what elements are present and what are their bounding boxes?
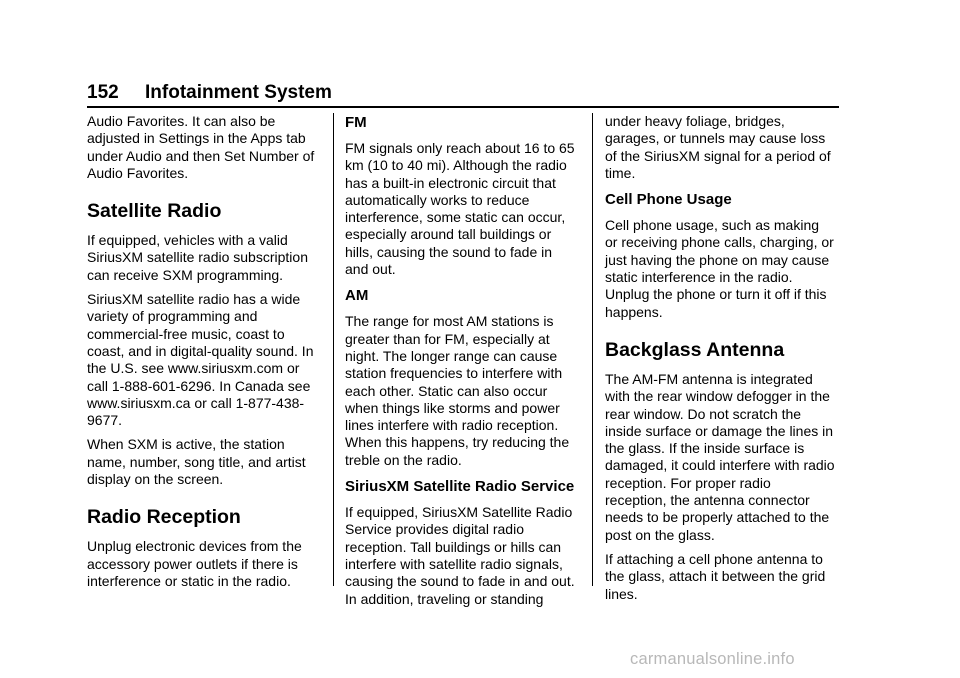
paragraph: under heavy foliage, bridges, garages, or tunnels may cause loss of the SiriusXM signal for a period of time.: [605, 113, 831, 181]
column-divider: [592, 113, 593, 586]
subheading-fm: FM: [345, 114, 367, 131]
paragraph: Cell phone usage, such as making or receiving phone calls, charging, or just having the phone on may cause static interference in the radio. Unplug the phone or turn it off if this happens.: [605, 217, 834, 320]
column-2: [345, 113, 575, 615]
column-1: [87, 113, 317, 597]
subheading-cell-phone-usage: Cell Phone Usage: [605, 191, 732, 209]
subheading-am: AM: [345, 287, 369, 305]
paragraph: If attaching a cell phone antenna to the glass, attach it between the grid lines.: [605, 550, 826, 602]
column-3: [605, 113, 835, 610]
page-number: 152: [87, 82, 119, 103]
page-title: Infotainment System: [145, 82, 332, 103]
section-heading-backglass-antenna: Backglass Antenna: [605, 338, 785, 361]
paragraph: When SXM is active, the station name, number, song title, and artist display on the screen.: [87, 436, 306, 488]
watermark-text: carmanualsonline.info: [630, 650, 795, 668]
paragraph: SiriusXM satellite radio has a wide variety of programming and commercial-free music, coast to coast, and in digital-quality sound. In the U.S. see www.siriusxm.com or call 1-888-601-6296. In Canada see www.siriusxm.ca or call 1-877-438-9677.: [87, 291, 314, 429]
column-divider: [333, 113, 334, 586]
paragraph: The range for most AM stations is greater than for FM, especially at night. The longer range can cause station frequencies to interfere with each other. Static can also occur when things like storms and power lines interfere with radio reception. When this happens, try reducing the treble on the radio.: [345, 313, 570, 468]
paragraph: Audio Favorites. It can also be adjusted in Settings in the Apps tab under Audio and then Set Number of Audio Favorites.: [87, 113, 315, 181]
section-heading-radio-reception: Radio Reception: [87, 506, 241, 529]
paragraph: FM signals only reach about 16 to 65 km (10 to 40 mi). Although the radio has a built-in electronic circuit that automatically works to reduce interference, some static can occur, especially around tall buildings or hills, causing the sound to fade in and out.: [345, 140, 575, 278]
section-heading-satellite-radio: Satellite Radio: [87, 200, 222, 223]
paragraph: If equipped, vehicles with a valid SiriusXM satellite radio subscription can receive SXM programming.: [87, 232, 308, 283]
page-header: [87, 82, 839, 108]
paragraph: If equipped, SiriusXM Satellite Radio Service provides digital radio reception. Tall buildings or hills can interfere with satellite radio signals, causing the sound to fade in and out. In addition, traveling or standing: [345, 504, 575, 607]
paragraph: The AM-FM antenna is integrated with the rear window defogger in the rear window. Do not scratch the inside surface or damage the lines in the glass. If the inside surface is damaged, it could interfere with radio reception. For proper radio reception, the antenna connector needs to be properly attached to the post on the glass.: [605, 370, 835, 543]
paragraph: Unplug electronic devices from the accessory power outlets if there is interference or static in the radio.: [87, 538, 302, 589]
subheading-siriusxm-service: SiriusXM Satellite Radio Service: [345, 478, 575, 496]
